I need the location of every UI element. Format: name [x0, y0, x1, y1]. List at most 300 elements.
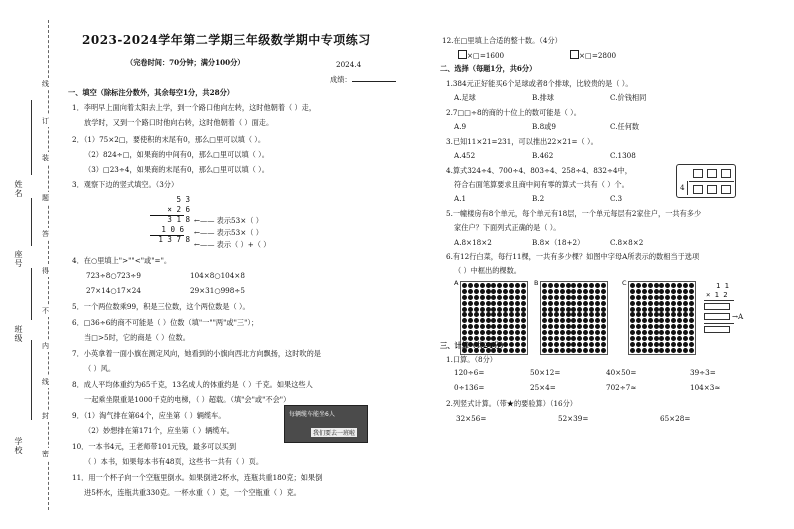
q4-cmp-d[interactable]: 29×31○998÷5: [190, 286, 245, 295]
cabbage-dot: [521, 330, 526, 335]
cabbage-dot: [474, 295, 479, 300]
field-line-class[interactable]: [31, 268, 32, 320]
score-blank[interactable]: [352, 81, 396, 82]
cabbage-dot: [636, 289, 641, 294]
exam-info: （完卷时间：70分钟；满分100分）: [126, 58, 245, 67]
cabbage-dot: [515, 289, 520, 294]
cabbage-dot: [462, 330, 467, 335]
cabbage-dot: [595, 336, 600, 341]
cabbage-dot: [486, 307, 491, 312]
cabbage-dot: [548, 283, 553, 288]
binding-strip: [0, 0, 62, 529]
cabbage-dot: [554, 318, 559, 323]
cabbage-dot: [462, 307, 467, 312]
mc4-opt-b[interactable]: B.2: [532, 194, 545, 203]
cabbage-dot: [665, 342, 670, 347]
mc4-opt-a[interactable]: A.1: [454, 194, 467, 203]
cabbage-dot: [683, 295, 688, 300]
mc4-question-cont: 符合右面笔算要求且商中间有零的算式一共有（ ）个。: [454, 180, 629, 189]
cabbage-dot: [659, 348, 664, 353]
cabbage-dot: [636, 342, 641, 347]
oral-5[interactable]: 0÷136=: [454, 383, 485, 392]
cabbage-dot: [566, 301, 571, 306]
cabbage-dot: [583, 342, 588, 347]
cabbage-dot: [589, 336, 594, 341]
mc3-opt-b[interactable]: B.462: [532, 151, 554, 160]
cabbage-dot: [659, 342, 664, 347]
mc2-opt-c[interactable]: C.任何数: [610, 122, 640, 131]
cabbage-dot: [548, 312, 553, 317]
calc-box-2: [704, 313, 730, 320]
q8-line1: 8．成人平均体重约为65千克，13名成人的体重约是（ ）千克。如果这些人: [72, 380, 313, 389]
q4-cmp-b[interactable]: 104×8○104×8: [190, 271, 245, 280]
cabbage-dot: [630, 289, 635, 294]
cabbage-dot: [509, 307, 514, 312]
cabbage-dot: [571, 312, 576, 317]
cabbage-dot: [689, 312, 694, 317]
cabbage-dot: [636, 312, 641, 317]
cabbage-dot: [589, 289, 594, 294]
cabbage-dot: [542, 289, 547, 294]
cabbage-dot: [474, 301, 479, 306]
cabbage-dot: [515, 301, 520, 306]
cabbage-dot: [677, 289, 682, 294]
cabbage-dot: [571, 336, 576, 341]
cabbage-dot: [521, 324, 526, 329]
cabbage-dot: [595, 318, 600, 323]
cabbage-dot: [583, 312, 588, 317]
cabbage-dot: [677, 295, 682, 300]
cabbage-dot: [548, 307, 553, 312]
cabbage-dot: [654, 324, 659, 329]
cabbage-dot: [509, 330, 514, 335]
cabbage-dot: [659, 283, 664, 288]
calc-top: 1 1: [716, 281, 729, 290]
cabbage-dot: [642, 348, 647, 353]
cabbage-dot: [601, 301, 606, 306]
cabbage-dot: [683, 301, 688, 306]
cabbage-dot: [462, 324, 467, 329]
cabbage-dot: [560, 301, 565, 306]
cabbage-dot: [521, 336, 526, 341]
cabbage-dot: [671, 324, 676, 329]
cabbage-dot: [601, 312, 606, 317]
cabbage-dot: [671, 289, 676, 294]
cabbage-dot: [577, 307, 582, 312]
cabbage-dot: [521, 295, 526, 300]
cabbage-dot: [595, 342, 600, 347]
cabbage-dot: [566, 336, 571, 341]
cabbage-dot: [583, 348, 588, 353]
cabbage-dot: [509, 348, 514, 353]
cabbage-dot: [571, 301, 576, 306]
cabbage-dot: [491, 307, 496, 312]
cabbage-dot: [474, 330, 479, 335]
cabbage-dot: [589, 342, 594, 347]
q11-line1: 11．用一个杯子向一个空瓶里倒水。如果倒进2杯水，连瓶共重180克；如果倒: [72, 473, 323, 482]
dot-grid-c[interactable]: [628, 281, 696, 355]
cabbage-dot: [683, 283, 688, 288]
cabbage-dot: [654, 318, 659, 323]
q4-cmp-c[interactable]: 27×14○17×24: [86, 286, 141, 295]
cabbage-dot: [665, 301, 670, 306]
cabbage-dot: [654, 283, 659, 288]
mc6-question-cont: （ ）中框出的棵数。: [454, 266, 521, 275]
cabbage-dot: [577, 283, 582, 288]
cabbage-dot: [636, 283, 641, 288]
cabbage-dot: [509, 324, 514, 329]
cabbage-dot: [648, 336, 653, 341]
cabbage-dot: [654, 312, 659, 317]
field-line-seat[interactable]: [31, 198, 32, 246]
answer-box[interactable]: [458, 50, 467, 59]
q10-line2: （ ）本书，如果每本书有48页，这些书一共有（ ）页。: [84, 457, 264, 466]
cabbage-dot: [683, 324, 688, 329]
cabbage-dot: [521, 283, 526, 288]
page-title: 2023-2024学年第二学期三年级数学期中专项练习: [82, 33, 371, 47]
cabbage-dot: [642, 336, 647, 341]
cabbage-dot: [468, 283, 473, 288]
cabbage-dot: [601, 318, 606, 323]
cabbage-dot: [595, 324, 600, 329]
cabbage-dot: [571, 295, 576, 300]
calc-arrow: →A: [732, 312, 744, 321]
oral-1[interactable]: 120÷6=: [454, 368, 485, 377]
vm-row2: × 2 6: [167, 205, 190, 214]
q2-part2: （2）824÷□，如果商的中间有0，那么□里可以填（ ）。: [84, 150, 269, 159]
answer-box[interactable]: [570, 50, 579, 59]
mc6-question: 6.有12行白菜，每行11棵，一共有多少棵？如图中字母A所表示的数相当于选项: [446, 252, 700, 261]
mc3-question: 3.已知11×21=231，可以推出22×21=（ ）。: [446, 137, 598, 146]
cabbage-dot: [601, 289, 606, 294]
written-1[interactable]: 32×56=: [456, 414, 487, 423]
cabbage-dot: [677, 342, 682, 347]
cabbage-dot: [548, 318, 553, 323]
cabbage-dot: [462, 318, 467, 323]
section-2-heading: 二、选择（每题1分，共6分）: [440, 64, 537, 73]
q9-part2: （2）妙想排在第171个，应坐第（ ）辆缆车。: [84, 426, 234, 435]
mc5-opt-a[interactable]: A.8×18×2: [454, 238, 492, 247]
cabbage-dot: [595, 312, 600, 317]
cabbage-dot: [583, 324, 588, 329]
cabbage-dot: [665, 307, 670, 312]
cabbage-dot: [503, 289, 508, 294]
calc-box-3: [704, 326, 730, 333]
cabbage-dot: [571, 348, 576, 353]
cut-mark: 线: [42, 378, 49, 386]
cabbage-dot: [665, 318, 670, 323]
cabbage-dot: [665, 324, 670, 329]
cabbage-dot: [642, 295, 647, 300]
cabbage-dot: [595, 295, 600, 300]
q1-line2: 放学时，又到一个路口时他向右转，这时他朝着（ ）面走。: [84, 118, 274, 127]
cabbage-dot: [671, 312, 676, 317]
cabbage-dot: [521, 348, 526, 353]
cabbage-dot: [497, 307, 502, 312]
q11-line2: 进5杯水，连瓶共重330克。一杯水重（ ）克，一个空瓶重（ ）克。: [84, 488, 301, 497]
cabbage-dot: [491, 295, 496, 300]
mc2-opt-b[interactable]: B.8或9: [532, 122, 556, 131]
cabbage-dot: [509, 283, 514, 288]
cabbage-dot: [542, 312, 547, 317]
cabbage-dot: [683, 289, 688, 294]
q2-part1: 2．（1）75×2□，要使积的末尾有0，那么□里可以填（ ）。: [72, 135, 266, 144]
picture-speech: 我们要去一班啦: [313, 430, 356, 437]
cabbage-dot: [659, 318, 664, 323]
cabbage-dot: [571, 307, 576, 312]
cabbage-dot: [577, 289, 582, 294]
cabbage-dot: [566, 289, 571, 294]
cabbage-dot: [491, 289, 496, 294]
q2-part3: （3）□23÷4，如果商的末尾有0，那么□里可以填（ ）。: [84, 165, 269, 174]
cabbage-dot: [583, 295, 588, 300]
mc2-opt-a[interactable]: A.9: [454, 122, 467, 131]
cabbage-dot: [683, 342, 688, 347]
section-3-heading: 三、计算（共24分）: [440, 341, 508, 350]
cabbage-dot: [659, 336, 664, 341]
cabbage-dot: [474, 307, 479, 312]
oral-7[interactable]: 702÷7≈: [606, 383, 637, 392]
cabbage-dot: [642, 330, 647, 335]
cabbage-dot: [491, 301, 496, 306]
cabbage-dot: [521, 318, 526, 323]
cabbage-dot: [589, 318, 594, 323]
mc4-opt-c[interactable]: C.3: [610, 194, 623, 203]
cabbage-dot: [560, 283, 565, 288]
cabbage-dot: [654, 336, 659, 341]
cabbage-dot: [491, 318, 496, 323]
cabbage-dot: [554, 307, 559, 312]
q6-line2: 当□>5时，它的商是（ ）位数。: [84, 333, 190, 342]
cabbage-dot: [480, 318, 485, 323]
cabbage-dot: [648, 301, 653, 306]
q12-text: 12.在□里填上合适的整十数。（4分）: [442, 36, 562, 45]
vm-row1: 5 3: [176, 195, 190, 204]
cabbage-dot: [554, 330, 559, 335]
cabbage-dot: [542, 318, 547, 323]
cabbage-dot: [589, 295, 594, 300]
cabbage-dot: [554, 324, 559, 329]
cabbage-dot: [659, 330, 664, 335]
cabbage-dot: [577, 342, 582, 347]
cabbage-dot: [566, 295, 571, 300]
cabbage-dot: [486, 301, 491, 306]
cabbage-dot: [577, 330, 582, 335]
cabbage-dot: [683, 336, 688, 341]
cabbage-dot: [577, 318, 582, 323]
mc3-opt-a[interactable]: A.452: [454, 151, 476, 160]
cabbage-dot: [601, 336, 606, 341]
cabbage-dot: [497, 295, 502, 300]
cabbage-dot: [480, 301, 485, 306]
cabbage-dot: [497, 318, 502, 323]
label-name: 姓名: [14, 180, 23, 198]
cabbage-dot: [571, 324, 576, 329]
mc3-opt-c[interactable]: C.1308: [610, 151, 636, 160]
cabbage-dot: [648, 348, 653, 353]
cabbage-dot: [683, 348, 688, 353]
cabbage-dot: [648, 330, 653, 335]
cabbage-dot: [630, 324, 635, 329]
cabbage-dot: [642, 289, 647, 294]
cabbage-dot: [468, 301, 473, 306]
cabbage-dot: [480, 283, 485, 288]
picture-caption: 每辆缆车能坐6人: [289, 411, 335, 418]
cabbage-dot: [571, 318, 576, 323]
cabbage-dot: [583, 301, 588, 306]
cabbage-dot: [642, 318, 647, 323]
cabbage-dot: [515, 312, 520, 317]
cabbage-dot: [589, 301, 594, 306]
vm-note1: ←—— 表示53×（ ）: [194, 216, 263, 225]
cabbage-dot: [671, 283, 676, 288]
oral-heading: 1.口算。（8分）: [446, 355, 497, 364]
q4-cmp-a[interactable]: 723÷8○723÷9: [86, 271, 141, 280]
field-line-name[interactable]: [31, 100, 32, 175]
cabbage-dot: [521, 312, 526, 317]
cabbage-dot: [503, 295, 508, 300]
oral-6[interactable]: 25×4=: [530, 383, 556, 392]
cabbage-dot: [509, 289, 514, 294]
cabbage-dot: [636, 318, 641, 323]
cabbage-dot: [474, 283, 479, 288]
cabbage-dot: [560, 307, 565, 312]
cabbage-dot: [642, 307, 647, 312]
cabbage-dot: [589, 330, 594, 335]
cabbage-dot: [554, 348, 559, 353]
cabbage-dot: [671, 348, 676, 353]
cabbage-dot: [677, 283, 682, 288]
cabbage-dot: [503, 307, 508, 312]
cabbage-dot: [577, 336, 582, 341]
cabbage-dot: [542, 307, 547, 312]
cabbage-dot: [659, 307, 664, 312]
mc1-opt-a[interactable]: A.足球: [454, 93, 476, 102]
cut-mark: 封: [42, 412, 49, 420]
cabbage-dot: [486, 324, 491, 329]
cabbage-dot: [677, 307, 682, 312]
cut-mark: 密: [42, 450, 49, 458]
cabbage-dot: [671, 307, 676, 312]
cabbage-dot: [577, 348, 582, 353]
dot-grid-b[interactable]: [540, 281, 608, 355]
cabbage-dot: [689, 330, 694, 335]
cabbage-dot: [497, 324, 502, 329]
cabbage-dot: [677, 348, 682, 353]
oral-3[interactable]: 40×50=: [606, 368, 637, 377]
oral-8[interactable]: 104×3≈: [690, 383, 721, 392]
cabbage-dot: [636, 348, 641, 353]
cabbage-dot: [554, 301, 559, 306]
cabbage-dot: [601, 283, 606, 288]
q10-line1: 10．一本书4元，王老师带101元钱，最多可以买到: [72, 442, 237, 451]
cabbage-dot: [542, 283, 547, 288]
cabbage-dot: [503, 324, 508, 329]
cabbage-dot: [648, 289, 653, 294]
cabbage-dot: [595, 307, 600, 312]
cabbage-dot: [654, 307, 659, 312]
cabbage-dot: [677, 336, 682, 341]
cabbage-dot: [509, 295, 514, 300]
cabbage-dot: [491, 283, 496, 288]
written-3[interactable]: 65×28=: [660, 414, 691, 423]
cabbage-dot: [542, 324, 547, 329]
label-seat: 座号: [14, 250, 23, 268]
cabbage-dot: [583, 289, 588, 294]
cabbage-dot: [474, 312, 479, 317]
cabbage-dot: [671, 342, 676, 347]
cabbage-dot: [542, 348, 547, 353]
cut-mark: 答: [42, 230, 49, 238]
oral-4[interactable]: 39÷3=: [690, 368, 716, 377]
grid-label-c: C: [622, 279, 627, 287]
vm-note3: ←—— 表示（ ）+（ ）: [194, 240, 271, 249]
cabbage-dot: [491, 312, 496, 317]
cabbage-dot: [486, 289, 491, 294]
cabbage-dot: [480, 312, 485, 317]
q12-a: ×□=1600: [458, 50, 504, 60]
q5: 5．一个两位数乘99，积是三位数，这个两位数是（ ）。: [72, 302, 250, 311]
cabbage-dot: [636, 336, 641, 341]
cabbage-dot: [665, 312, 670, 317]
mc5-opt-b[interactable]: B.8×（18+2）: [532, 238, 585, 247]
cabbage-dot: [542, 342, 547, 347]
cabbage-dot: [515, 342, 520, 347]
cabbage-dot: [521, 307, 526, 312]
cabbage-dot: [642, 324, 647, 329]
cabbage-dot: [554, 289, 559, 294]
cabbage-dot: [566, 307, 571, 312]
cabbage-dot: [577, 324, 582, 329]
cabbage-dot: [480, 307, 485, 312]
cabbage-dot: [554, 283, 559, 288]
cabbage-dot: [654, 295, 659, 300]
cut-mark: 装: [42, 154, 49, 162]
cabbage-dot: [468, 312, 473, 317]
section-1-heading: 一、填空（除标注分数外，其余每空1分，共28分）: [68, 88, 234, 97]
cabbage-dot: [671, 336, 676, 341]
cabbage-dot: [601, 295, 606, 300]
cabbage-dot: [595, 301, 600, 306]
cabbage-dot: [595, 289, 600, 294]
written-2[interactable]: 52×39=: [558, 414, 589, 423]
oral-2[interactable]: 50×12=: [530, 368, 561, 377]
cabbage-dot: [630, 318, 635, 323]
cabbage-dot: [509, 318, 514, 323]
cabbage-dot: [542, 295, 547, 300]
field-line-school[interactable]: [31, 340, 32, 420]
cabbage-dot: [595, 348, 600, 353]
cabbage-dot: [548, 336, 553, 341]
q7-line1: 7．小英拿着一面小旗在测定风向，她看到的小旗向西北方向飘扬，这时吹的是: [72, 349, 321, 358]
cabbage-dot: [677, 318, 682, 323]
cabbage-dot: [468, 307, 473, 312]
mc1-opt-c[interactable]: C.价钱相同: [610, 93, 647, 102]
mc5-opt-c[interactable]: C.8×8×2: [610, 238, 644, 247]
cabbage-dot: [560, 289, 565, 294]
cabbage-dot: [630, 283, 635, 288]
cabbage-dot: [566, 312, 571, 317]
cabbage-dot: [630, 342, 635, 347]
mc4-question: 4.算式324÷4、700÷4、803÷4、258÷4、832÷4中，: [446, 166, 632, 175]
cabbage-dot: [554, 312, 559, 317]
mc1-opt-b[interactable]: B.排球: [532, 93, 554, 102]
cabbage-dot: [560, 342, 565, 347]
cabbage-dot: [636, 307, 641, 312]
cabbage-dot: [560, 330, 565, 335]
cabbage-dot: [503, 318, 508, 323]
cabbage-dot: [689, 318, 694, 323]
